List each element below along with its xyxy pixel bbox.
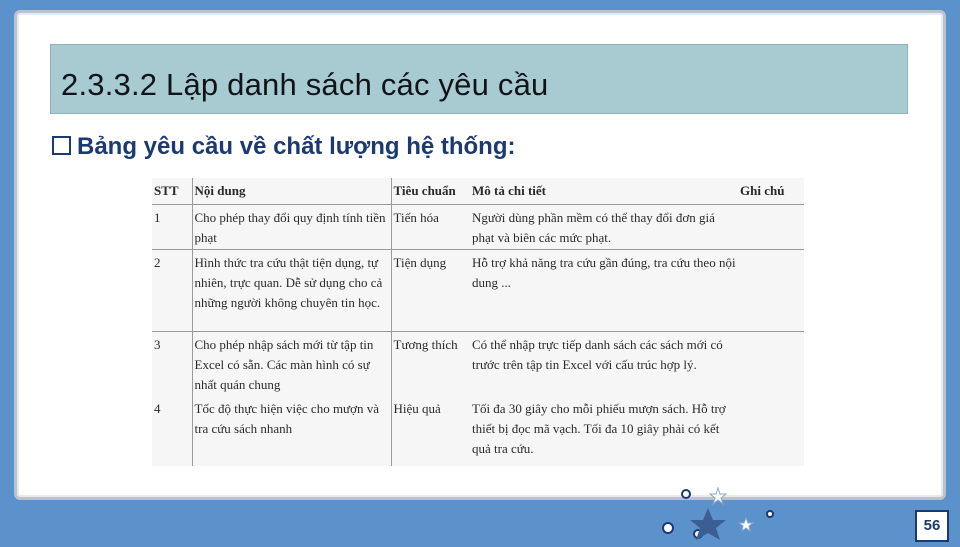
header-stt: STT: [152, 178, 192, 205]
table-row: [152, 205, 804, 250]
cell-content: Tốc độ thực hiện việc cho mượn và tra cứu sách nhanh: [192, 396, 391, 466]
page-number: 56: [915, 510, 949, 542]
star-decoration-icon: [650, 478, 810, 547]
table-row: [152, 250, 804, 332]
cell-stt: 4: [152, 396, 192, 466]
cell-standard: Tiến hóa: [391, 205, 470, 250]
cell-note: [738, 396, 804, 466]
cell-stt: 3: [152, 332, 192, 397]
cell-stt: 1: [152, 205, 192, 250]
slide-subtitle-line: [52, 133, 516, 161]
cell-detail: Có thể nhập trực tiếp danh sách các sách mới có trước trên tập tin Excel với cấu trúc hợp lý.: [472, 337, 723, 372]
cell-note: [738, 332, 804, 397]
table-header-row: [152, 178, 804, 205]
cell-note: [738, 250, 804, 332]
cell-stt: 2: [152, 250, 192, 332]
table-row: [152, 396, 804, 466]
header-detail: Mô tả chi tiết: [470, 178, 738, 205]
checkbox-bullet-icon: [52, 136, 71, 155]
cell-detail: Người dùng phần mềm có thể thay đổi đơn giá phạt và biên các mức phạt.: [470, 205, 738, 250]
cell-detail: Hỗ trợ khả năng tra cứu gần đúng, tra cứu theo nội dung ...: [470, 250, 738, 332]
cell-content: Cho phép nhập sách mới từ tập tin Excel có sẵn. Các màn hình có sự nhất quán chung: [192, 332, 391, 397]
table-row: [152, 332, 804, 397]
cell-detail: Tối đa 30 giây cho mỗi phiếu mượn sách. Hỗ trợ thiết bị đọc mã vạch. Tối đa 10 giây phải có kết quả tra cứu.: [472, 401, 726, 456]
title-bar: [50, 44, 908, 114]
header-note: Ghi chú: [738, 178, 804, 205]
header-standard: Tiêu chuẩn: [391, 178, 470, 205]
cell-note: [738, 205, 804, 250]
slide-subtitle: Bảng yêu cầu về chất lượng hệ thống:: [77, 133, 516, 160]
cell-standard: Tiện dụng: [391, 250, 470, 332]
requirements-table: [152, 178, 804, 466]
cell-standard: Hiệu quả: [393, 401, 441, 416]
cell-content: Cho phép thay đổi quy định tính tiền phạt: [192, 205, 391, 250]
slide-title: 2.3.3.2 Lập danh sách các yêu cầu: [61, 67, 549, 102]
header-content: Nội dung: [192, 178, 391, 205]
cell-standard: Tương thích: [393, 337, 458, 352]
cell-content: Hình thức tra cứu thật tiện dụng, tự nhiên, trực quan. Dễ sử dụng cho cả những người không chuyên tin học.: [192, 250, 391, 332]
